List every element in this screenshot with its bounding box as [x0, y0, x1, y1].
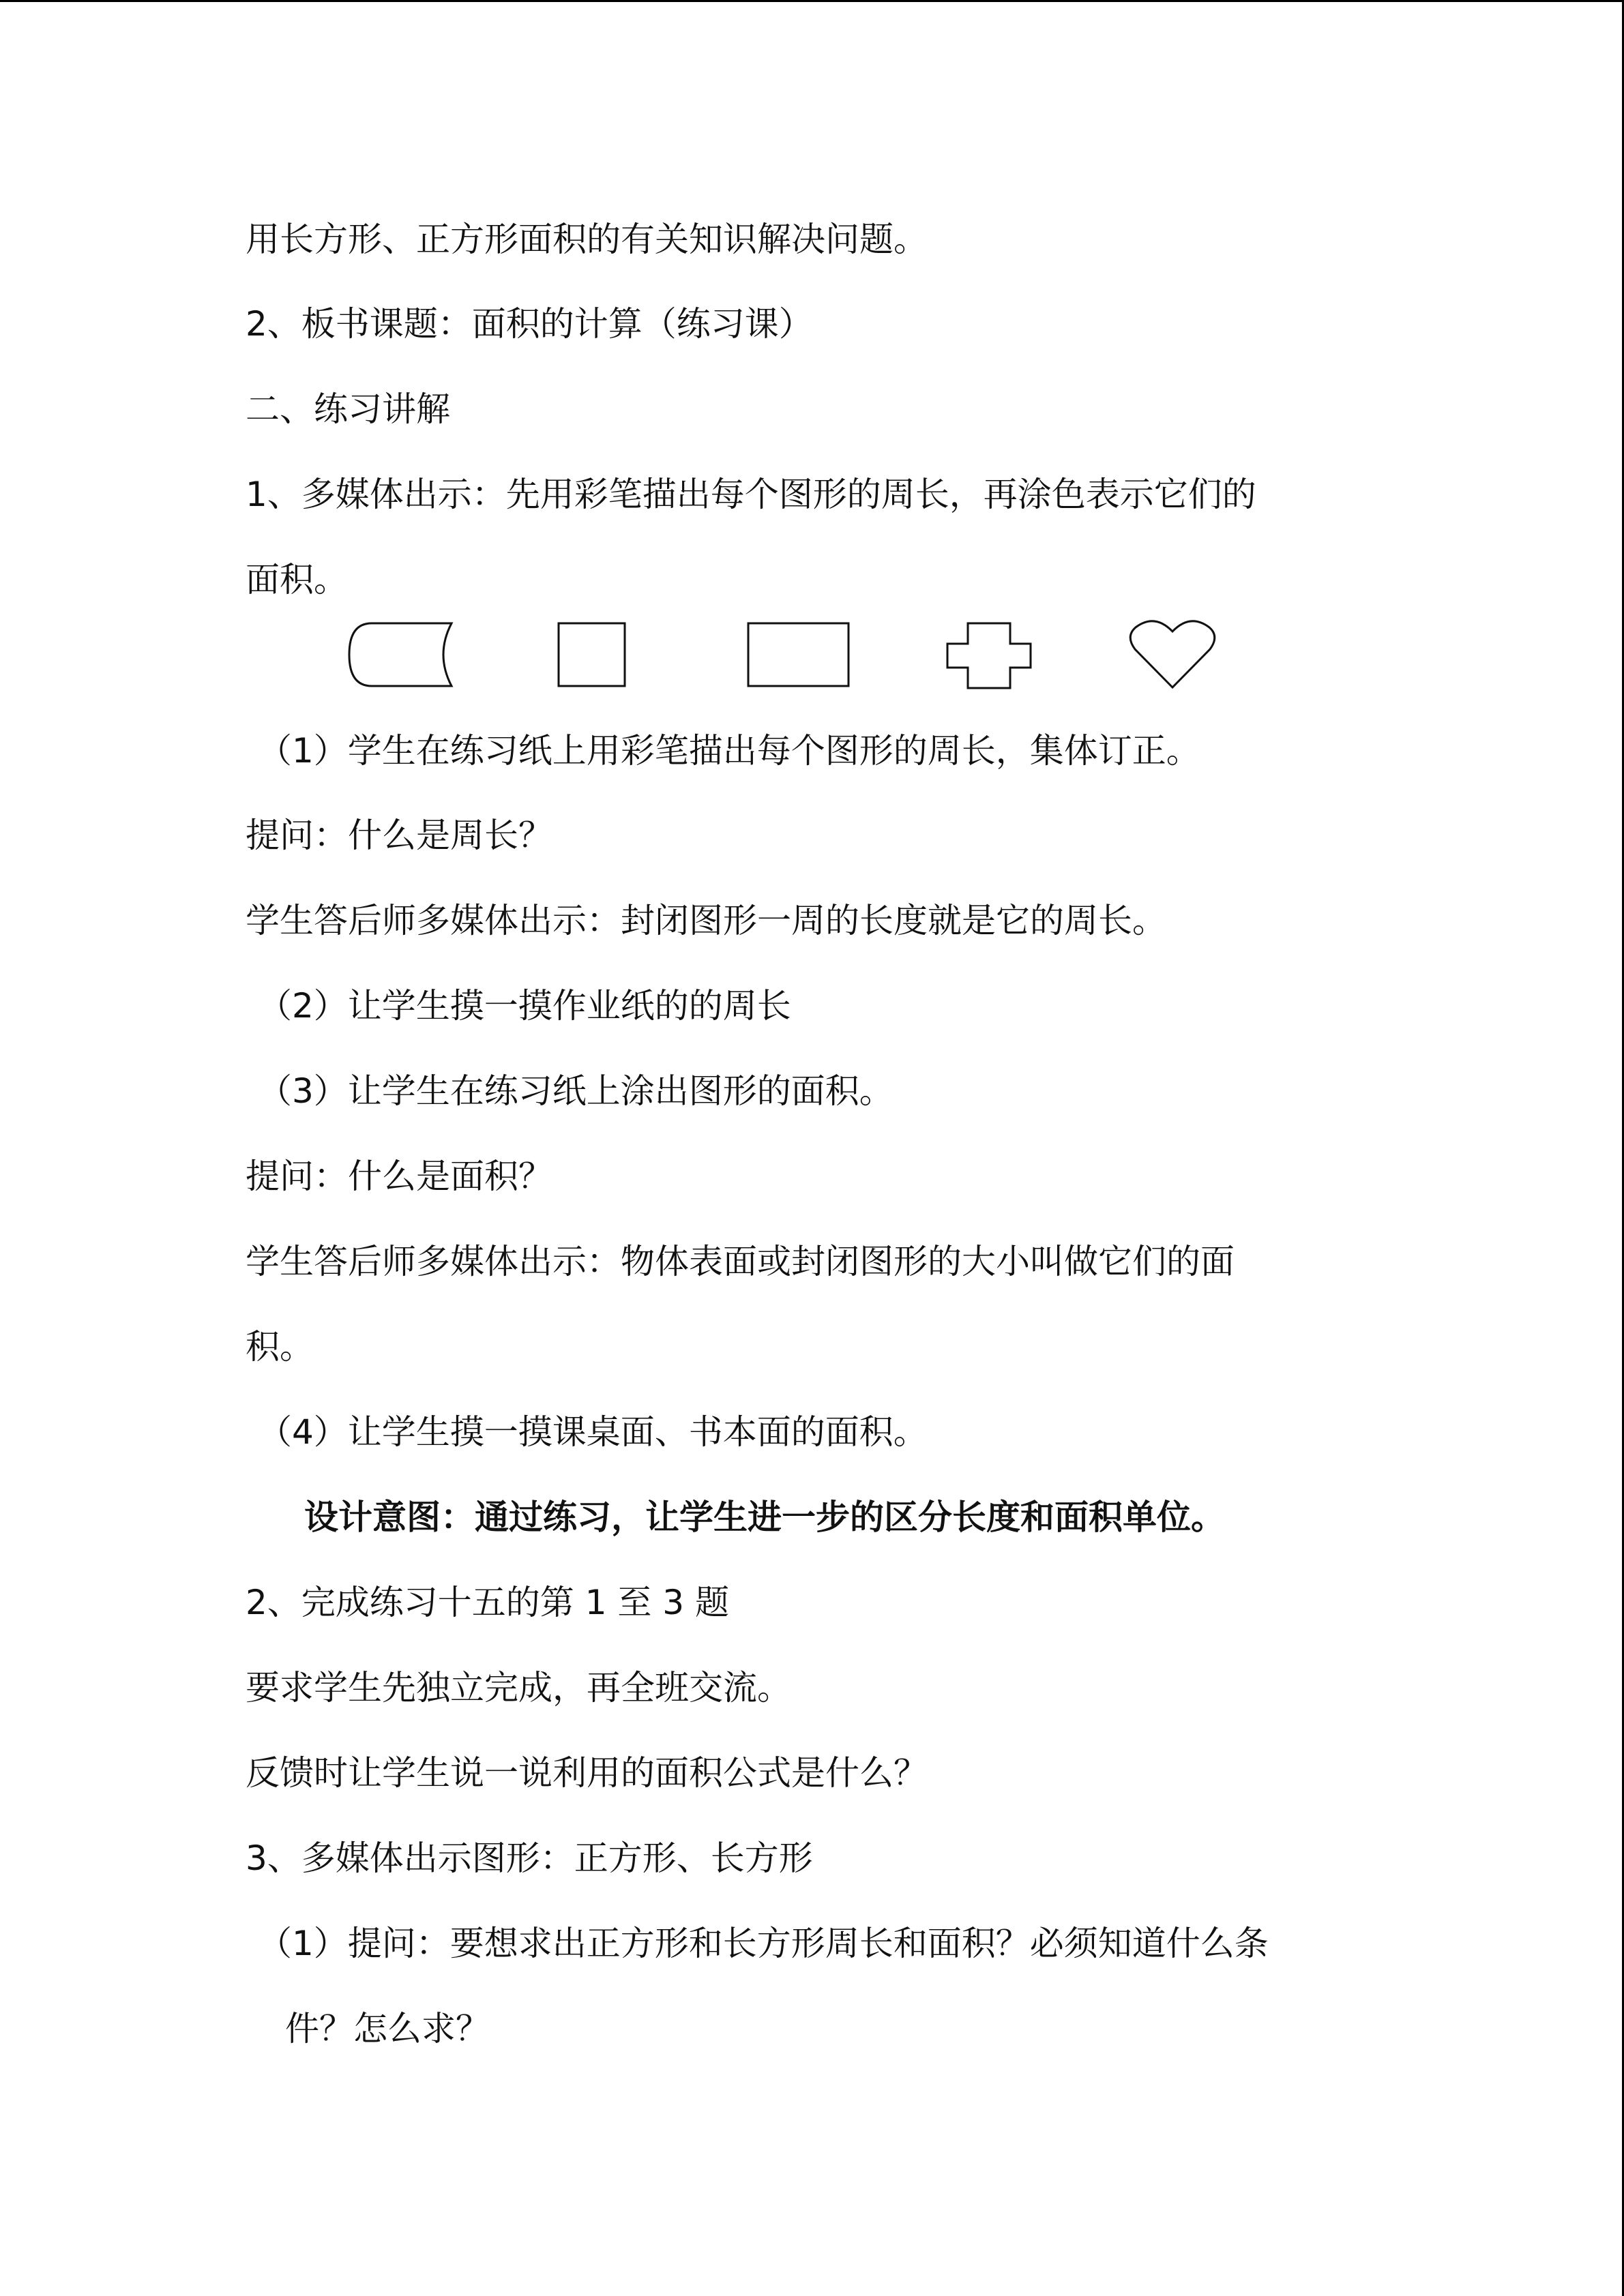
- rectangle-shape-icon: [748, 623, 848, 686]
- text-line-9: （2）让学生摸一摸作业纸的的周长: [258, 986, 791, 1026]
- text-line-14: （4）让学生摸一摸课桌面、书本面的面积。: [258, 1412, 928, 1452]
- text-line-13: 积。: [246, 1327, 314, 1367]
- square-shape-icon: [559, 623, 625, 686]
- text-line-16: 2、完成练习十五的第 1 至 3 题: [246, 1583, 730, 1622]
- text-line-17: 要求学生先独立完成，再全班交流。: [246, 1668, 791, 1708]
- section-heading: 二、练习讲解: [246, 389, 450, 429]
- text-line-1: 用长方形、正方形面积的有关知识解决问题。: [246, 220, 928, 259]
- heart-shape-icon: [1130, 621, 1215, 687]
- text-line-7: 提问：什么是周长？: [246, 816, 552, 855]
- text-line-20: （1）提问：要想求出正方形和长方形周长和面积？必须知道什么条: [258, 1924, 1269, 1963]
- cylinder-shape-icon: [349, 623, 452, 686]
- text-line-12: 学生答后师多媒体出示：物体表面或封闭图形的大小叫做它们的面: [246, 1242, 1235, 1281]
- text-line-10: （3）让学生在练习纸上涂出图形的面积。: [258, 1071, 894, 1111]
- text-line-11: 提问：什么是面积？: [246, 1157, 552, 1196]
- cross-shape-icon: [947, 623, 1031, 688]
- text-line-8: 学生答后师多媒体出示：封闭图形一周的长度就是它的周长。: [246, 901, 1166, 940]
- text-line-19: 3、多媒体出示图形：正方形、长方形: [246, 1838, 813, 1878]
- text-line-5: 面积。: [246, 560, 348, 599]
- design-intent: 设计意图：通过练习，让学生进一步的区分长度和面积单位。: [304, 1497, 1225, 1537]
- text-line-2: 2、板书课题：面积的计算（练习课）: [246, 304, 813, 344]
- text-line-6: （1）学生在练习纸上用彩笔描出每个图形的周长，集体订正。: [258, 731, 1200, 771]
- shape-figures: [0, 0, 1624, 723]
- text-line-18: 反馈时让学生说一说利用的面积公式是什么？: [246, 1753, 928, 1793]
- text-line-21: 件？怎么求？: [285, 2009, 490, 2048]
- text-line-4: 1、多媒体出示：先用彩笔描出每个图形的周长，再涂色表示它们的: [246, 475, 1256, 514]
